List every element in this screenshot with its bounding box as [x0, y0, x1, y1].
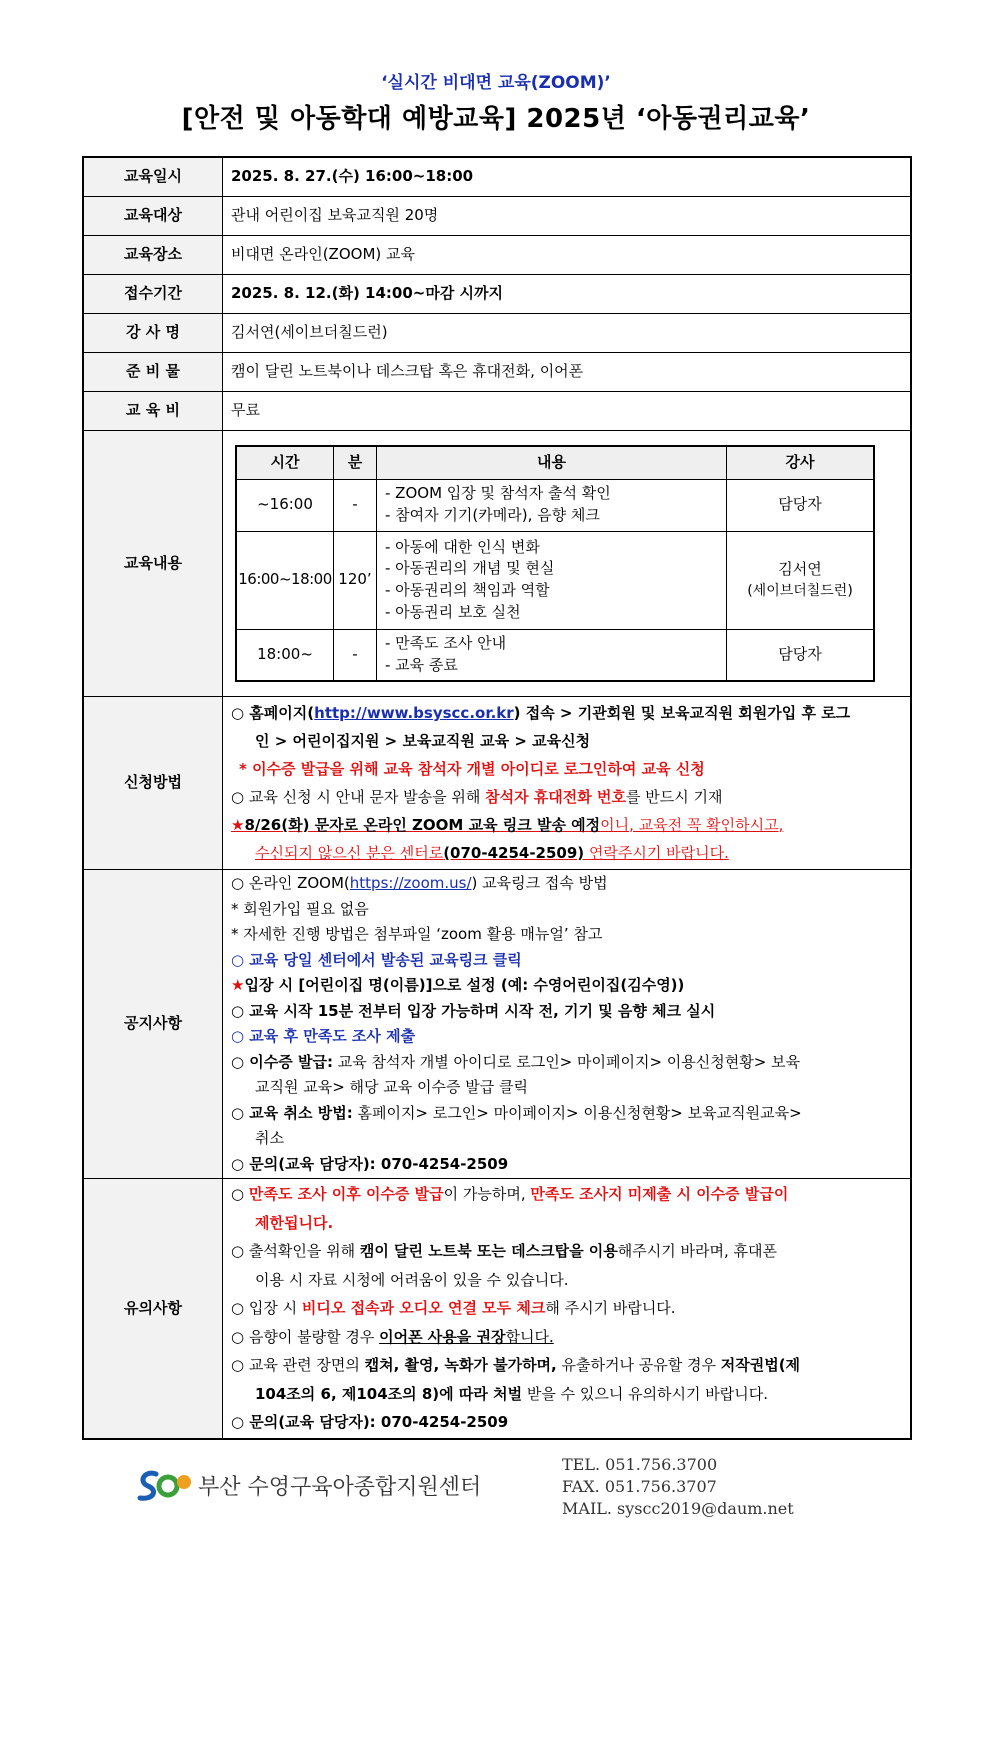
caution-highlight: 제한됩니다. — [255, 1213, 334, 1232]
lecturer-org: (세이브더칠드런) — [747, 582, 853, 599]
notice-text: 취소 — [255, 1129, 284, 1147]
notice-phone: 070-4254-2509 — [375, 1154, 509, 1173]
target-label: 교육대상 — [83, 196, 223, 235]
caution-highlight: ○ 문의(교육 담당자): — [231, 1413, 376, 1431]
contact-info — [562, 1454, 794, 1520]
caution-highlight: 저작권법(제 — [720, 1356, 801, 1374]
apply-text: ○ 교육 신청 시 안내 문자 발송을 위해 — [231, 788, 486, 806]
lecturer-name: 김서연 — [778, 559, 822, 578]
target-value: 관내 어린이집 보육교직원 20명 — [223, 196, 912, 235]
period-value: 2025. 8. 12.(화) 14:00~마감 시까지 — [223, 274, 912, 313]
date-value: 2025. 8. 27.(수) 16:00~18:00 — [223, 157, 912, 196]
row-item: - 아동권리의 책임과 역할 — [385, 581, 550, 599]
place-value: 비대면 온라인(ZOOM) 교육 — [223, 235, 912, 274]
row-time: 16:00~18:00 — [236, 531, 334, 629]
center-name: 부산 수영구육아종합지원센터 — [198, 1474, 482, 1500]
caution-text: ○ 음향이 불량할 경우 — [231, 1327, 380, 1346]
notice-text: ) 교육링크 접속 방법 — [471, 874, 608, 892]
caution-highlight: 이어폰 사용을 권장 — [379, 1327, 506, 1346]
contact-tel: TEL. 051.756.3700 — [562, 1455, 718, 1474]
caution-highlight: 만족도 조사지 미제출 시 이수증 발급이 — [530, 1185, 789, 1203]
row-lecturer: 담당자 — [727, 629, 875, 681]
notice-highlight: 입장 시 [어린이집 명(이름)]으로 설정 (예: 수영어린이집(김수영)) — [244, 976, 685, 994]
row-min: 120’ — [334, 531, 377, 629]
caution-highlight: 만족도 조사 이후 이수증 발급 — [248, 1185, 444, 1203]
star-icon: ★ — [231, 816, 245, 834]
notice-content — [223, 870, 912, 1179]
caution-text: 해 주시기 바랍니다. — [545, 1299, 676, 1317]
apply-text: 연락주시기 바랍니다. — [584, 844, 729, 862]
center-logo-icon — [136, 1468, 192, 1502]
apply-note: * 이수증 발급을 위해 교육 참석자 개별 아이디로 로그인하여 교육 신청 — [239, 760, 705, 778]
table-row — [236, 479, 874, 531]
row-lecturer: 담당자 — [727, 479, 875, 531]
content-label: 교육내용 — [83, 430, 223, 697]
caution-highlight: 104조의 6, 제104조의 8)에 따라 처벌 — [255, 1384, 523, 1403]
lecturer-label: 강 사 명 — [83, 313, 223, 352]
caution-phone: 070-4254-2509 — [375, 1413, 509, 1431]
caution-text: ○ 출석확인을 위해 — [231, 1242, 360, 1260]
caution-text: ○ 입장 시 — [231, 1299, 302, 1317]
notice-label: 공지사항 — [83, 870, 223, 1179]
row-item: - 참여자 기기(카메라), 음향 체크 — [385, 506, 600, 524]
apply-highlight: 8/26(화) 문자로 온라인 ZOOM 교육 링크 발송 예정 — [244, 816, 601, 834]
caution-text: 이 가능하며, — [443, 1185, 531, 1203]
apply-phone: (070-4254-2509) — [443, 844, 585, 862]
lecturer-value: 김서연(세이브더칠드런) — [223, 313, 912, 352]
schedule-header-time: 시간 — [236, 446, 334, 480]
schedule-header-lecturer: 강사 — [727, 446, 875, 480]
notice-text: 교육 참석자 개별 아이디로 로그인> 마이페이지> 이용신청현황> 보육 — [332, 1052, 801, 1071]
row-content — [377, 479, 727, 531]
notice-text: 교직원 교육> 해당 교육 이수증 발급 클릭 — [255, 1078, 529, 1096]
course-info-table — [82, 156, 912, 1440]
apply-content — [223, 697, 912, 870]
notice-text: ○ 온라인 ZOOM( — [231, 874, 350, 892]
caution-highlight: 캡쳐, 촬영, 녹화가 불가하며, — [364, 1356, 557, 1374]
apply-text: 이니, 교육전 꼭 확인하시고, — [600, 816, 784, 834]
date-label: 교육일시 — [83, 157, 223, 196]
row-time: ~16:00 — [236, 479, 334, 531]
row-item: - 아동권리의 개념 및 현실 — [385, 559, 555, 578]
place-label: 교육장소 — [83, 235, 223, 274]
apply-highlight: 참석자 휴대전화 번호 — [485, 788, 626, 806]
star-icon: ★ — [231, 976, 245, 994]
notice-highlight: ○ 교육 시작 15분 전부터 입장 가능하며 시작 전, 기기 및 음향 체크 실시 — [231, 1001, 716, 1020]
caution-text: 받을 수 있으니 유의하시기 바랍니다. — [522, 1384, 769, 1403]
caution-text: ○ — [231, 1185, 249, 1203]
caution-text: ○ 교육 관련 장면의 — [231, 1356, 365, 1374]
document-subtitle: ‘실시간 비대면 교육(ZOOM)’ — [381, 73, 611, 93]
document-title: [안전 및 아동학대 예방교육] 2025년 ‘아동권리교육’ — [181, 104, 811, 134]
notice-highlight: ○ 문의(교육 담당자): — [231, 1154, 376, 1173]
table-row — [236, 531, 874, 629]
row-min: - — [334, 479, 377, 531]
apply-label: 신청방법 — [83, 697, 223, 870]
schedule-table — [235, 445, 875, 683]
caution-highlight: 비디오 접속과 오디오 연결 모두 체크 — [301, 1299, 546, 1317]
notice-highlight: ○ 교육 당일 센터에서 발송된 교육링크 클릭 — [231, 950, 522, 969]
table-row — [236, 629, 874, 681]
notice-text: 홈페이지> 로그인> 마이페이지> 이용신청현황> 보육교직원교육> — [352, 1103, 802, 1122]
zoom-link[interactable]: https://zoom.us/ — [349, 874, 472, 892]
row-item: - 아동에 대한 인식 변화 — [385, 537, 540, 556]
notice-highlight: ○ 교육 후 만족도 조사 제출 — [231, 1027, 416, 1045]
caution-highlight: 캠이 달린 노트북 또는 데스크탑을 이용 — [359, 1242, 618, 1260]
caution-text: 해주시기 바라며, 휴대폰 — [617, 1242, 777, 1260]
row-item: - 만족도 조사 안내 — [385, 634, 507, 652]
homepage-link[interactable]: http://www.bsyscc.or.kr — [314, 704, 514, 722]
caution-text: 합니다. — [505, 1327, 554, 1346]
row-item: - 아동권리 보호 실천 — [385, 602, 521, 621]
notice-highlight: ○ 교육 취소 방법: — [231, 1103, 353, 1122]
row-lecturer — [727, 531, 875, 629]
period-label: 접수기간 — [83, 274, 223, 313]
row-item: - 교육 종료 — [385, 655, 458, 674]
center-logo — [136, 1468, 481, 1502]
row-time: 18:00~ — [236, 629, 334, 681]
fee-label: 교 육 비 — [83, 391, 223, 430]
apply-text: ) 접속 > 기관회원 및 보육교직원 회원가입 후 로그 — [513, 704, 851, 722]
prep-value: 캠이 달린 노트북이나 데스크탑 혹은 휴대전화, 이어폰 — [223, 352, 912, 391]
row-item: - ZOOM 입장 및 참석자 출석 확인 — [385, 484, 611, 503]
row-content — [377, 531, 727, 629]
schedule-header-content: 내용 — [377, 446, 727, 480]
caution-text: 이용 시 자료 시청에 어려움이 있을 수 있습니다. — [255, 1270, 569, 1289]
contact-fax: FAX. 051.756.3707 — [562, 1477, 717, 1496]
apply-text: 수신되지 않으신 분은 센터로 — [255, 844, 444, 862]
notice-text: * 회원가입 필요 없음 — [231, 899, 369, 918]
apply-text: ○ 홈페이지( — [231, 704, 315, 722]
notice-text: * 자세한 진행 방법은 첨부파일 ‘zoom 활용 매뉴얼’ 참고 — [231, 925, 603, 943]
notice-highlight: ○ 이수증 발급: — [231, 1052, 333, 1071]
apply-text: 인 > 어린이집지원 > 보육교직원 교육 > 교육신청 — [255, 732, 591, 750]
prep-label: 준 비 물 — [83, 352, 223, 391]
caution-text: 유출하거나 공유할 경우 — [556, 1356, 721, 1374]
fee-value: 무료 — [223, 391, 912, 430]
caution-content — [223, 1179, 912, 1439]
row-content — [377, 629, 727, 681]
schedule-header-min: 분 — [334, 446, 377, 480]
row-min: - — [334, 629, 377, 681]
contact-mail: MAIL. syscc2019@daum.net — [562, 1499, 794, 1518]
apply-text: 를 반드시 기재 — [625, 788, 723, 806]
caution-label: 유의사항 — [83, 1179, 223, 1439]
